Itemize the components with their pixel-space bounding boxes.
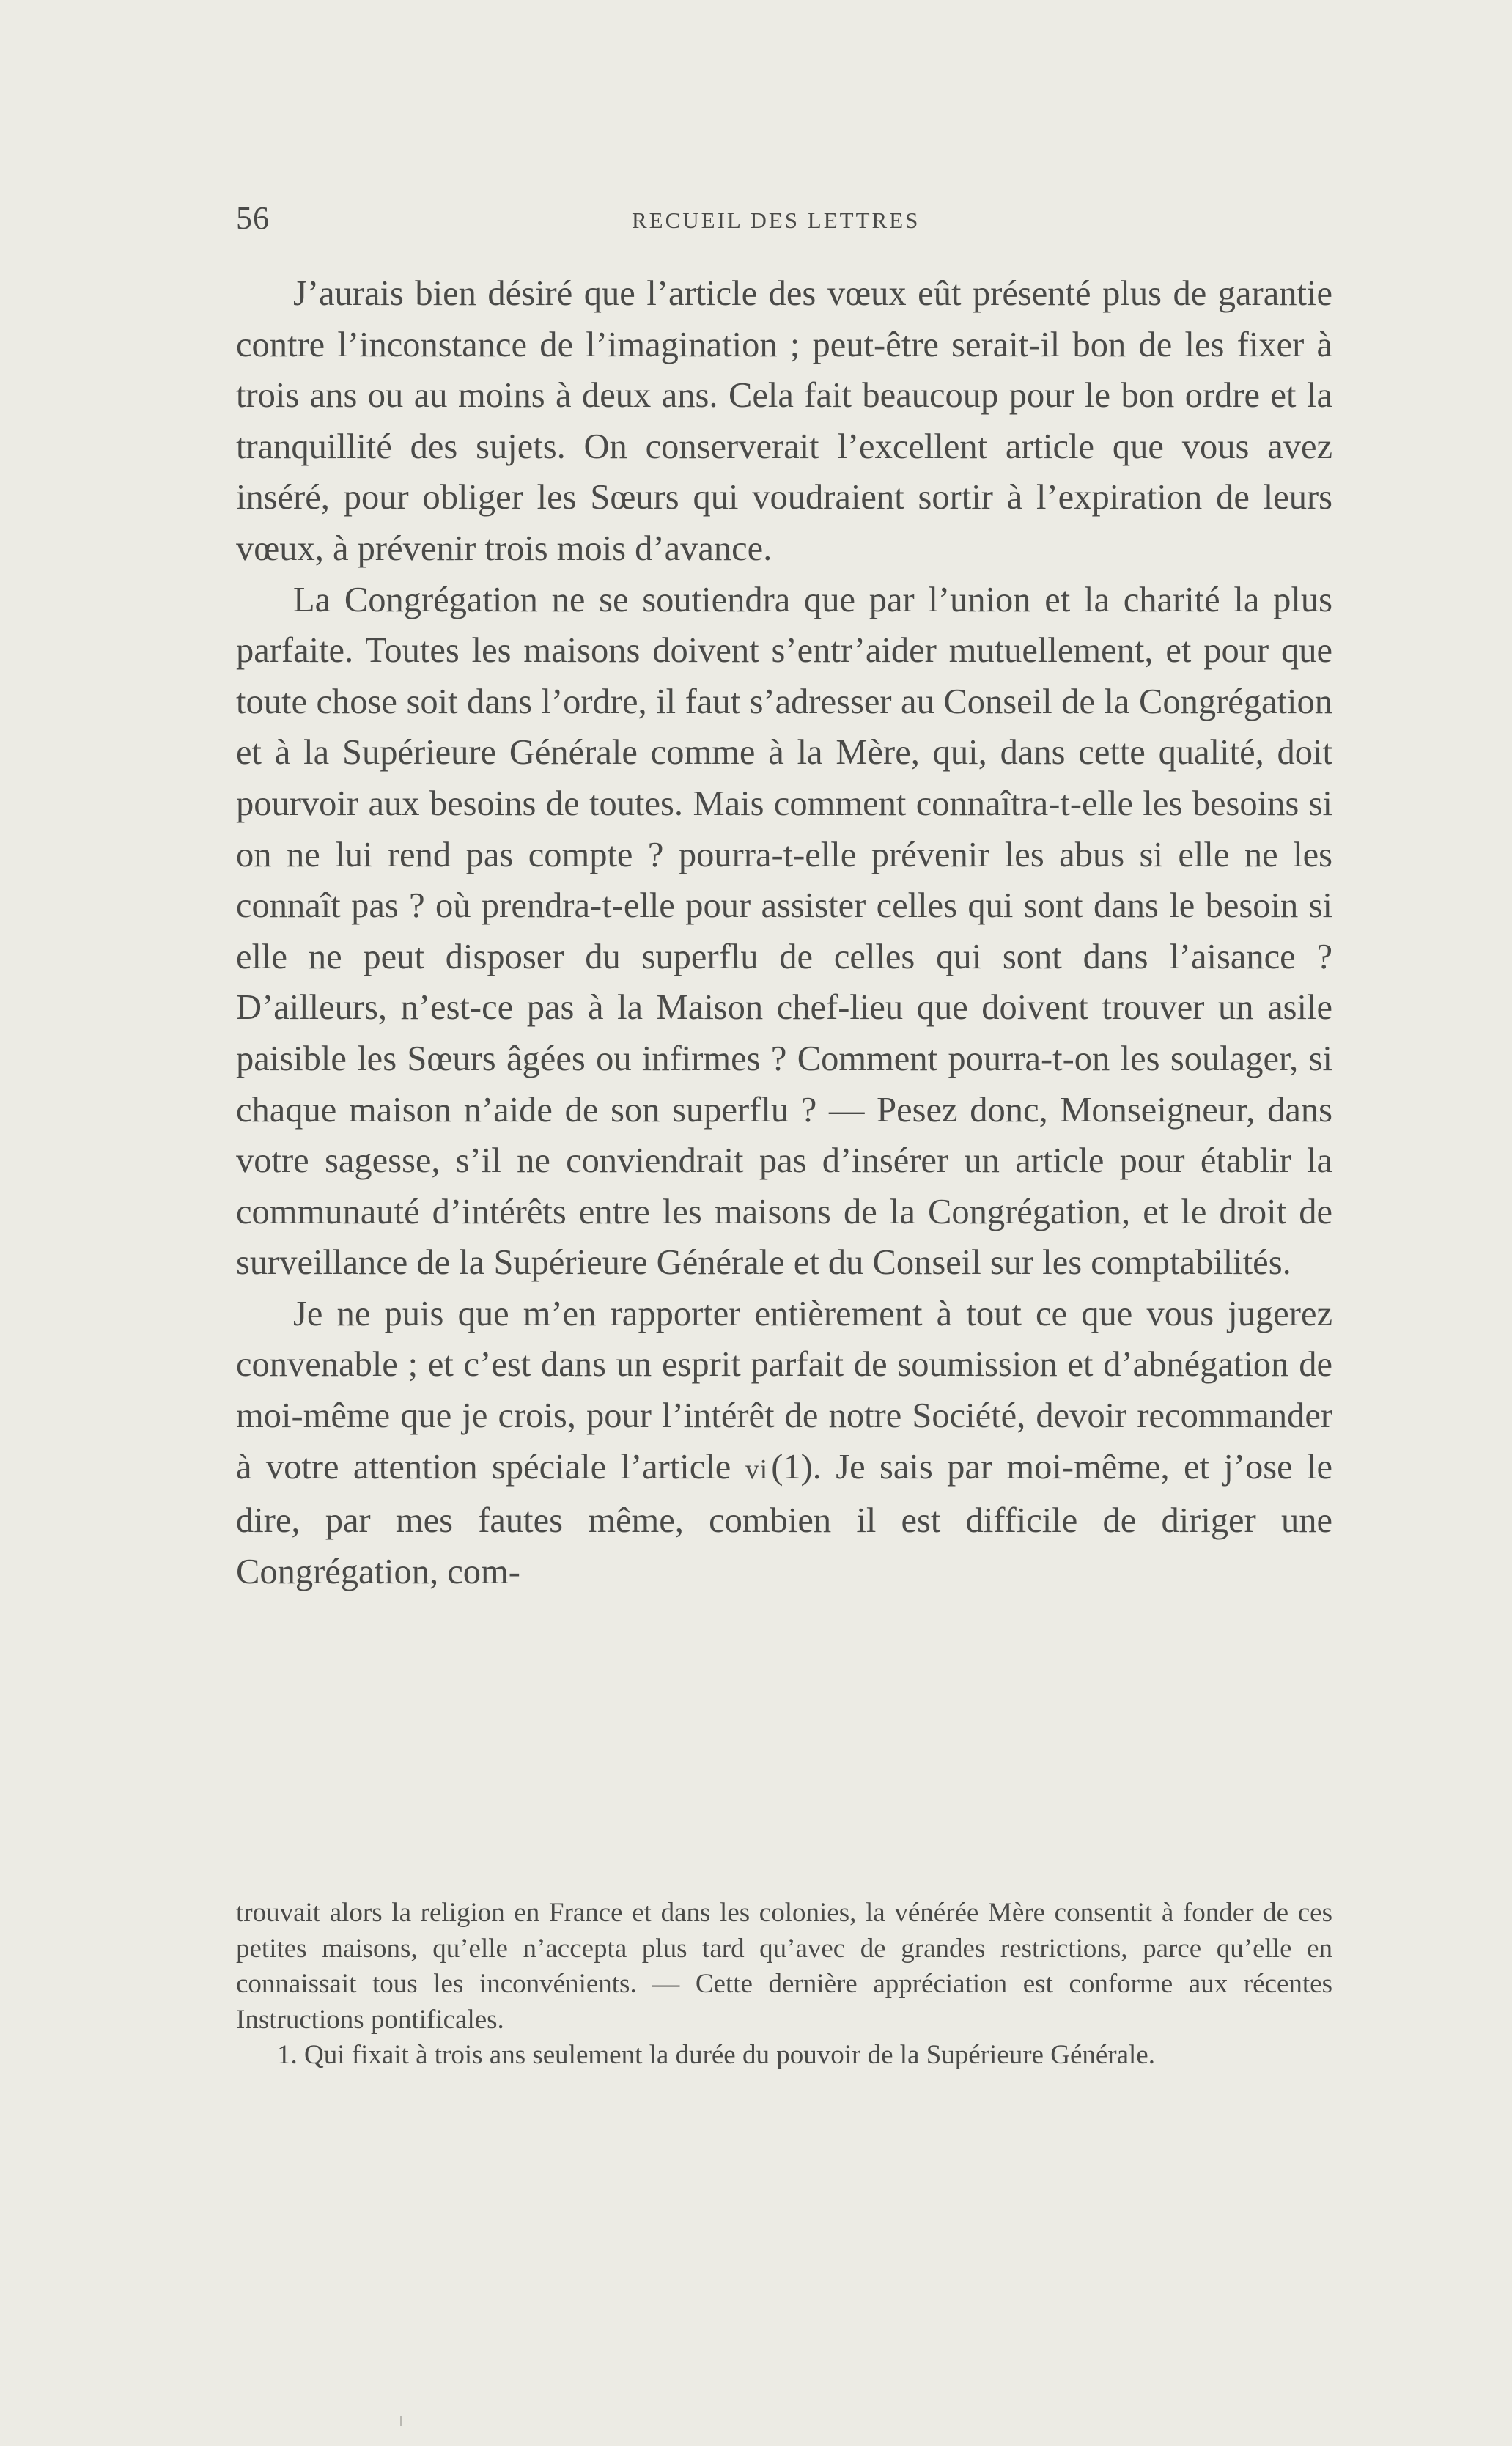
paragraph-3-start: Je ne puis que m’en rapporter entièrement à tout ce que vous jugerez convenable ; et c’est dans un esprit parfait de soumission et d’abnégation de moi-même que je crois, pour l’intérêt de notre Société, devoir recommander à votre attention spéciale l’article [236,1294,1332,1487]
article-numeral: vi [745,1454,769,1485]
footnotes [236,1896,1332,2074]
footnote-continuation: trouvait alors la religion en France et dans les colonies, la vénérée Mère consentit à fonder de ces petites maisons, qu’elle n’accepta plus tard qu’avec de grandes restrictions, parce qu’elle en connaissait tous les inconvénients. — Cette dernière appréciation est conforme aux récentes Instructions pontificales. [236,1898,1332,2035]
paragraph-3 [236,1289,1332,1598]
print-speck [400,2416,402,2426]
paragraph-3-end: . Je sais par moi-même, et j’ose le dire, par mes fautes même, combien il est difficile de diriger une Congrégation, com- [236,1447,1333,1591]
paragraph-1: J’aurais bien désiré que l’article des vœux eût présenté plus de garantie contre l’inconstance de l’imagination ; peut-être serait-il bon de les fixer à trois ans ou au moins à deux ans. Cela fait beaucoup pour le bon ordre et la tranquillité des sujets. On conserverait l’excellent article que vous avez inséré, pour obliger les Sœurs qui voudraient sortir à l’expiration de leurs vœux, à prévenir trois mois d’avance. [236,274,1332,568]
paragraph-2: La Congrégation ne se soutiendra que par l’union et la charité la plus parfaite. Toutes les maisons doivent s’entr’aider mutuellement, et pour que toute chose soit dans l’ordre, il faut s’adresser au Conseil de la Congrégation et à la Supérieure Générale comme à la Mère, qui, dans cette qualité, doit pourvoir aux besoins de toutes. Mais comment connaîtra-t-elle les besoins si on ne lui rend pas compte ? pourra-t-elle prévenir les abus si elle ne les connaît pas ? où prendra-t-elle pour assister celles qui sont dans le besoin si elle ne peut disposer du superflu de celles qui sont dans l’aisance ? D’ailleurs, n’est-ce pas à la Maison chef-lieu que doivent trouver un asile paisible les Sœurs âgées ou infirmes ? Comment pourra-t-on les soulager, si chaque maison n’aide de son superflu ? — Pesez donc, Monseigneur, dans votre sagesse, s’il ne conviendrait pas d’insérer un article pour établir la communauté d’intérêts entre les maisons de la Congrégation, et le droit de surveillance de la Supérieure Générale et du Conseil sur les comptabilités. [236,580,1332,1283]
running-title: RECUEIL DES LETTRES [632,207,921,233]
footnote-reference: (1) [771,1447,813,1487]
page-header [236,196,1335,240]
footnote-1: 1. Qui fixait à trois ans seulement la durée du pouvoir de la Supérieure Générale. [277,2040,1155,2071]
page-number: 56 [236,200,270,236]
body-text [236,268,1332,1597]
